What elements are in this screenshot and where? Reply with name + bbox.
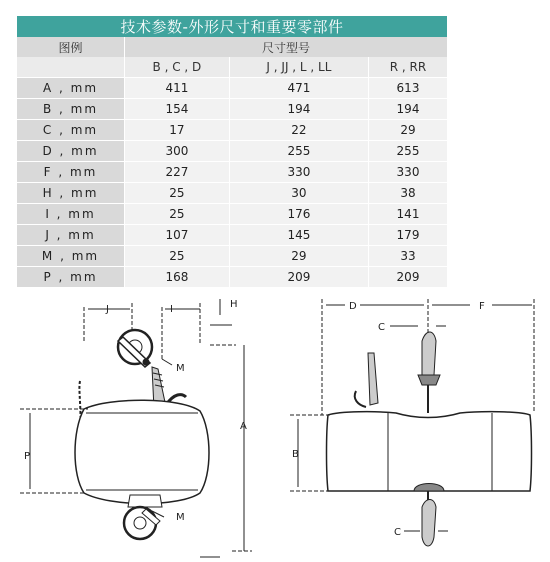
table-cell: 25: [124, 182, 229, 203]
model-col-3: R , RR: [368, 57, 447, 77]
dim-label-m-bottom: M: [176, 512, 185, 523]
table-row: [17, 119, 447, 140]
dim-label-j: J: [106, 304, 109, 315]
table-cell: 255: [368, 140, 447, 161]
table-cell: 33: [368, 245, 447, 266]
row-label: F , mm: [17, 161, 124, 182]
dim-label-b: B: [292, 449, 299, 460]
spec-table: [17, 16, 447, 287]
row-label: M , mm: [17, 245, 124, 266]
table-cell: 194: [368, 98, 447, 119]
row-label: C , mm: [17, 119, 124, 140]
table-cell: 613: [368, 77, 447, 98]
table-row: [17, 161, 447, 182]
table-cell: 330: [229, 161, 368, 182]
row-label: A , mm: [17, 77, 124, 98]
row-label: J , mm: [17, 224, 124, 245]
table-cell: 30: [229, 182, 368, 203]
dim-label-p: P: [24, 451, 31, 462]
blank-header: [17, 57, 124, 77]
table-row: [17, 266, 447, 287]
model-col-1: B , C , D: [124, 57, 229, 77]
dim-label-c-top: C: [378, 322, 385, 333]
table-cell: 227: [124, 161, 229, 182]
row-label: I , mm: [17, 203, 124, 224]
table-row: [17, 224, 447, 245]
table-cell: 209: [368, 266, 447, 287]
dim-label-m-top: M: [176, 363, 185, 374]
table-cell: 255: [229, 140, 368, 161]
table-cell: 209: [229, 266, 368, 287]
table-cell: 411: [124, 77, 229, 98]
table-cell: 145: [229, 224, 368, 245]
table-row: [17, 182, 447, 203]
table-cell: 17: [124, 119, 229, 140]
dim-label-c-bottom: C: [394, 527, 401, 538]
table-cell: 141: [368, 203, 447, 224]
row-label: D , mm: [17, 140, 124, 161]
table-cell: 168: [124, 266, 229, 287]
front-view-drawing: [290, 299, 534, 546]
table-cell: 179: [368, 224, 447, 245]
table-row: [17, 245, 447, 266]
table-cell: 107: [124, 224, 229, 245]
legend-header: 图例: [17, 37, 124, 57]
table-cell: 300: [124, 140, 229, 161]
dim-label-i: I: [170, 304, 173, 315]
dim-label-a: A: [240, 421, 247, 432]
row-label: P , mm: [17, 266, 124, 287]
table-cell: 22: [229, 119, 368, 140]
table-row: [17, 77, 447, 98]
table-cell: 471: [229, 77, 368, 98]
table-cell: 38: [368, 182, 447, 203]
hoist-dimension-drawings: [0, 285, 550, 562]
dim-label-d: D: [349, 301, 357, 312]
table-row: [17, 203, 447, 224]
side-view-drawing: [20, 299, 252, 557]
table-cell: 154: [124, 98, 229, 119]
row-label: H , mm: [17, 182, 124, 203]
table-title: 技术参数-外形尺寸和重要零部件: [17, 16, 447, 37]
model-col-2: J , JJ , L , LL: [229, 57, 368, 77]
model-header: 尺寸型号: [124, 37, 447, 57]
table-cell: 29: [368, 119, 447, 140]
table-cell: 330: [368, 161, 447, 182]
table-cell: 194: [229, 98, 368, 119]
table-cell: 25: [124, 203, 229, 224]
table-row: [17, 140, 447, 161]
row-label: B , mm: [17, 98, 124, 119]
table-cell: 29: [229, 245, 368, 266]
table-cell: 25: [124, 245, 229, 266]
table-cell: 176: [229, 203, 368, 224]
dim-label-f: F: [479, 301, 485, 312]
dim-label-h: H: [230, 299, 238, 310]
table-row: [17, 98, 447, 119]
